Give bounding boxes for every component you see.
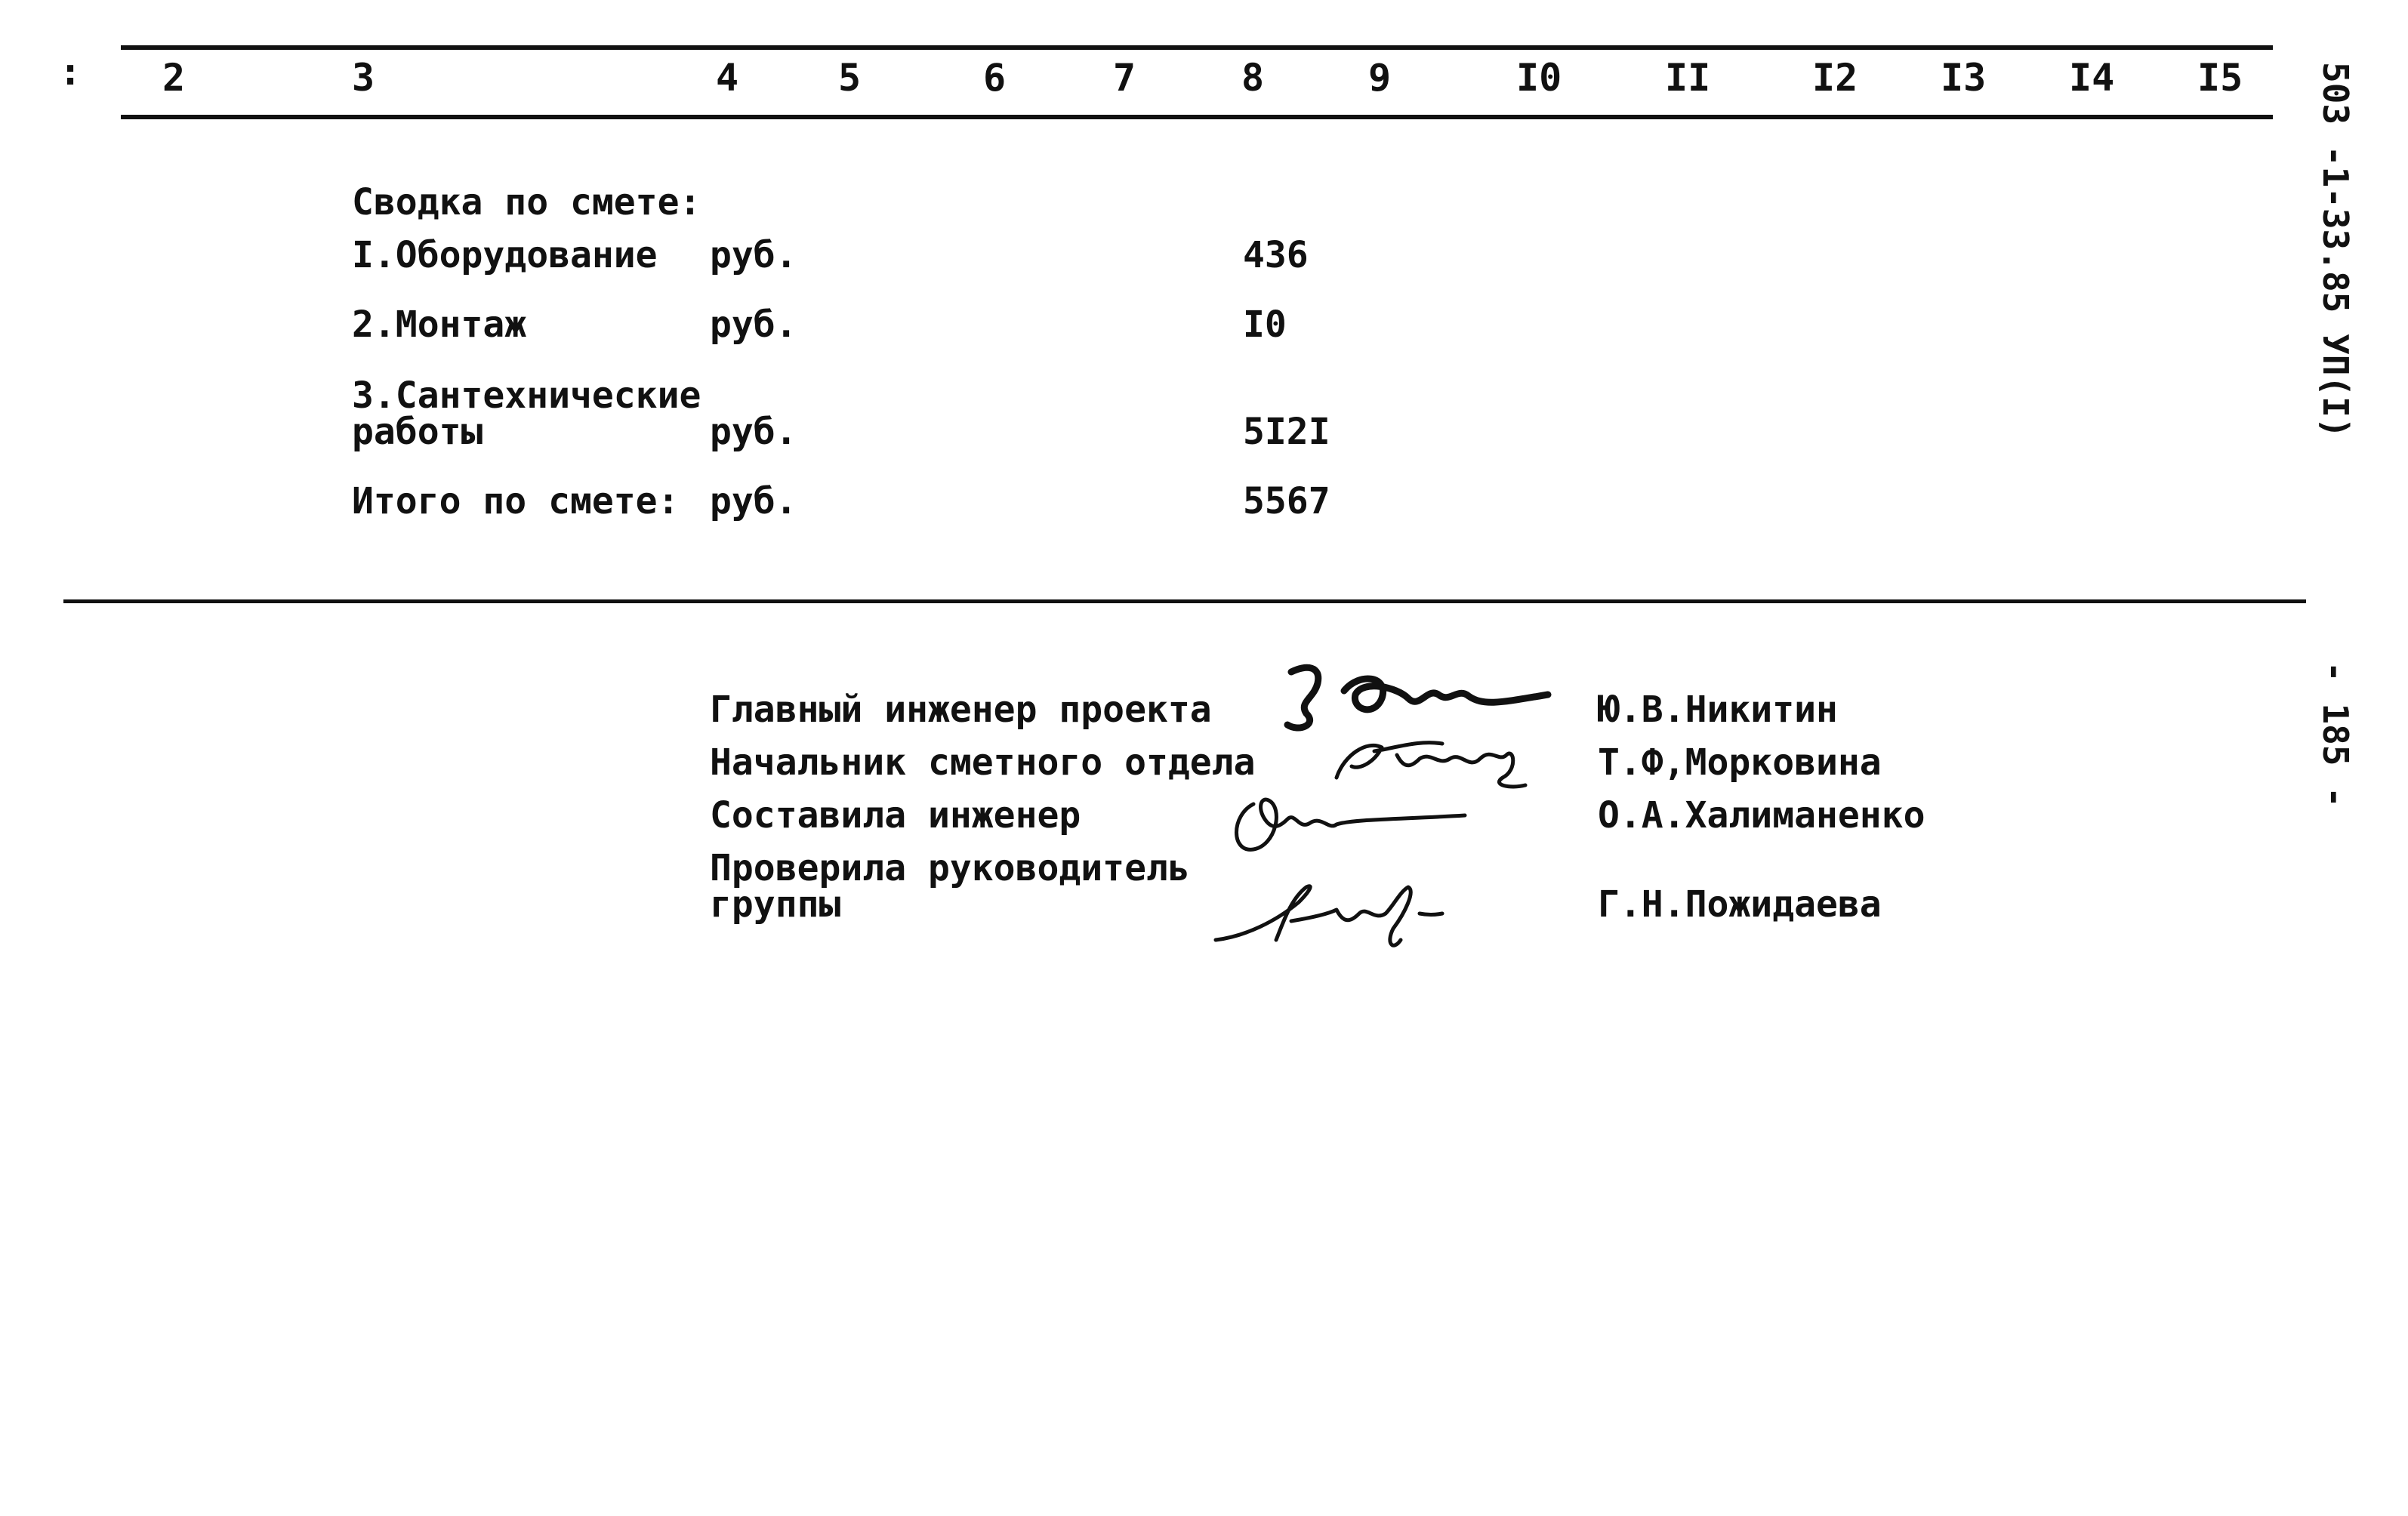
document-code: 503 -1-33.85 УП(I)	[2315, 62, 2356, 439]
summary-item-sanitary-line2: работы	[352, 411, 483, 453]
summary-total-label: Итого по смете:	[352, 480, 680, 522]
column-14-number: I4	[2069, 56, 2115, 100]
summary-total-unit: руб.	[710, 480, 797, 522]
summary-unit-sanitary: руб.	[710, 411, 797, 453]
summary-value-equipment: 436	[1243, 234, 1309, 276]
page-number: - 185 -	[2315, 661, 2356, 808]
column-9-number: 9	[1368, 56, 1392, 100]
summary-unit-equipment: руб.	[710, 234, 797, 276]
signer-name-estimate-head: Т.Ф,Морковина	[1598, 741, 1882, 784]
signer-position-chief-engineer: Главный инженер проекта	[710, 689, 1212, 731]
summary-total-value: 5567	[1243, 480, 1330, 522]
signer-position-group-lead-line1: Проверила руководитель	[710, 847, 1190, 889]
header-bottom-rule	[121, 115, 2273, 119]
column-4-number: 4	[716, 56, 739, 100]
signer-position-engineer: Составила инженер	[710, 794, 1081, 837]
column-1-number: :	[59, 50, 82, 94]
signer-position-group-lead-line2: группы	[710, 883, 841, 926]
handwritten-signature-group-lead	[1201, 868, 1488, 962]
signer-position-estimate-head: Начальник сметного отдела	[710, 741, 1256, 784]
column-8-number: 8	[1241, 56, 1265, 100]
summary-unit-installation: руб.	[710, 304, 797, 346]
summary-value-installation: I0	[1243, 304, 1287, 346]
column-3-number: 3	[352, 56, 375, 100]
column-5-number: 5	[838, 56, 862, 100]
signer-name-group-lead: Г.Н.Пожидаева	[1598, 883, 1882, 926]
column-15-number: I5	[2197, 56, 2243, 100]
summary-value-sanitary: 5I2I	[1243, 411, 1330, 453]
column-12-number: I2	[1812, 56, 1858, 100]
column-10-number: I0	[1516, 56, 1562, 100]
column-13-number: I3	[1941, 56, 1987, 100]
summary-item-sanitary-line1: 3.Сантехнические	[352, 374, 701, 417]
summary-item-equipment: I.Оборудование	[352, 234, 658, 276]
signer-name-engineer: О.А.Халиманенко	[1598, 794, 1925, 837]
signer-name-chief-engineer: Ю.В.Никитин	[1598, 689, 1838, 731]
column-11-number: II	[1665, 56, 1711, 100]
column-7-number: 7	[1113, 56, 1136, 100]
header-top-rule	[121, 45, 2273, 50]
column-2-number: 2	[162, 56, 186, 100]
column-6-number: 6	[983, 56, 1007, 100]
section-separator-rule	[63, 599, 2306, 603]
summary-item-installation: 2.Монтаж	[352, 304, 527, 346]
handwritten-signature-engineer	[1223, 785, 1480, 871]
summary-title: Сводка по смете:	[352, 181, 701, 223]
